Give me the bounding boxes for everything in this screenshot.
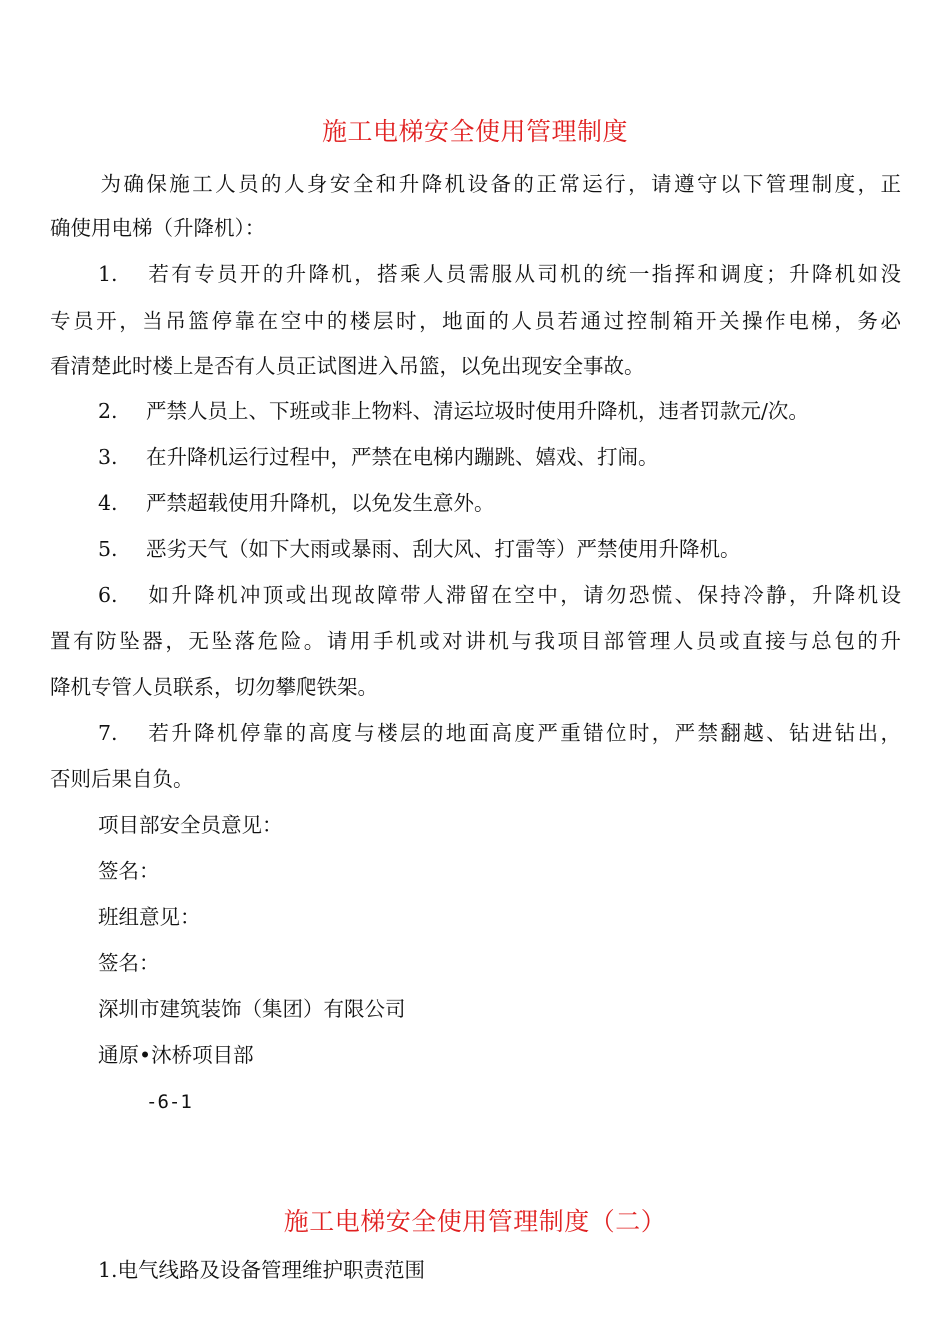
rule-item-number: 5. <box>98 537 118 561</box>
rule-item-number: 6. <box>98 583 118 607</box>
rule-item-7-line-1: 7. 若升降机停靠的高度与楼层的地面高度严重错位时，严禁翻越、钻进钻出， <box>98 721 901 745</box>
page-number: -6-1 <box>146 1091 192 1113</box>
safety-officer-opinion-label: 项目部安全员意见： <box>98 813 283 837</box>
section-2-title: 施工电梯安全使用管理制度（二） <box>283 1207 667 1236</box>
rule-item-number: 4. <box>98 491 118 515</box>
rule-item-1-line-1: 1. 若有专员开的升降机，搭乘人员需服从司机的统一指挥和调度；升降机如没 <box>98 262 901 286</box>
rule-item-4: 4. 严禁超载使用升降机，以免发生意外。 <box>98 491 495 515</box>
rule-item-number: 1. <box>98 262 118 286</box>
rule-item-number: 2. <box>98 399 118 423</box>
signature-label-2: 签名： <box>98 951 160 975</box>
signature-label-1: 签名： <box>98 859 160 883</box>
rule-item-number: 3. <box>98 445 118 469</box>
rule-item-3: 3. 在升降机运行过程中，严禁在电梯内蹦跳、嬉戏、打闹。 <box>98 445 659 469</box>
rule-item-number: 7. <box>98 721 118 745</box>
project-department: 通原•沐桥项目部 <box>98 1043 254 1067</box>
rule-item-7-line-2: 否则后果自负。 <box>50 767 194 791</box>
rule-item-2: 2. 严禁人员上、下班或非上物料、清运垃圾时使用升降机，违者罚款元/次。 <box>98 399 809 423</box>
document-title: 施工电梯安全使用管理制度 <box>321 117 628 146</box>
company-name: 深圳市建筑装饰（集团）有限公司 <box>98 997 406 1021</box>
intro-paragraph-line-2: 确使用电梯（升降机）： <box>50 216 266 240</box>
rule-item-6-line-1: 6. 如升降机冲顶或出现故障带人滞留在空中，请勿恐慌、保持冷静，升降机设 <box>98 583 901 607</box>
intro-paragraph-line-1: 为确保施工人员的人身安全和升降机设备的正常运行，请遵守以下管理制度，正 <box>98 172 901 196</box>
rule-item-6-line-2: 置有防坠器，无坠落危险。请用手机或对讲机与我项目部管理人员或直接与总包的升 <box>50 629 901 653</box>
rule-item-1-line-2: 专员开，当吊篮停靠在空中的楼层时，地面的人员若通过控制箱开关操作电梯，务必 <box>50 309 901 333</box>
rule-item-1-line-3: 看清楚此时楼上是否有人员正试图进入吊篮，以免出现安全事故。 <box>50 354 645 378</box>
rule-item-5: 5. 恶劣天气（如下大雨或暴雨、刮大风、打雷等）严禁使用升降机。 <box>98 537 741 561</box>
team-opinion-label: 班组意见： <box>98 905 201 929</box>
rule-item-6-line-3: 降机专管人员联系，切勿攀爬铁架。 <box>50 675 378 699</box>
section-2-item-1: 1.电气线路及设备管理维护职责范围 <box>98 1258 426 1282</box>
